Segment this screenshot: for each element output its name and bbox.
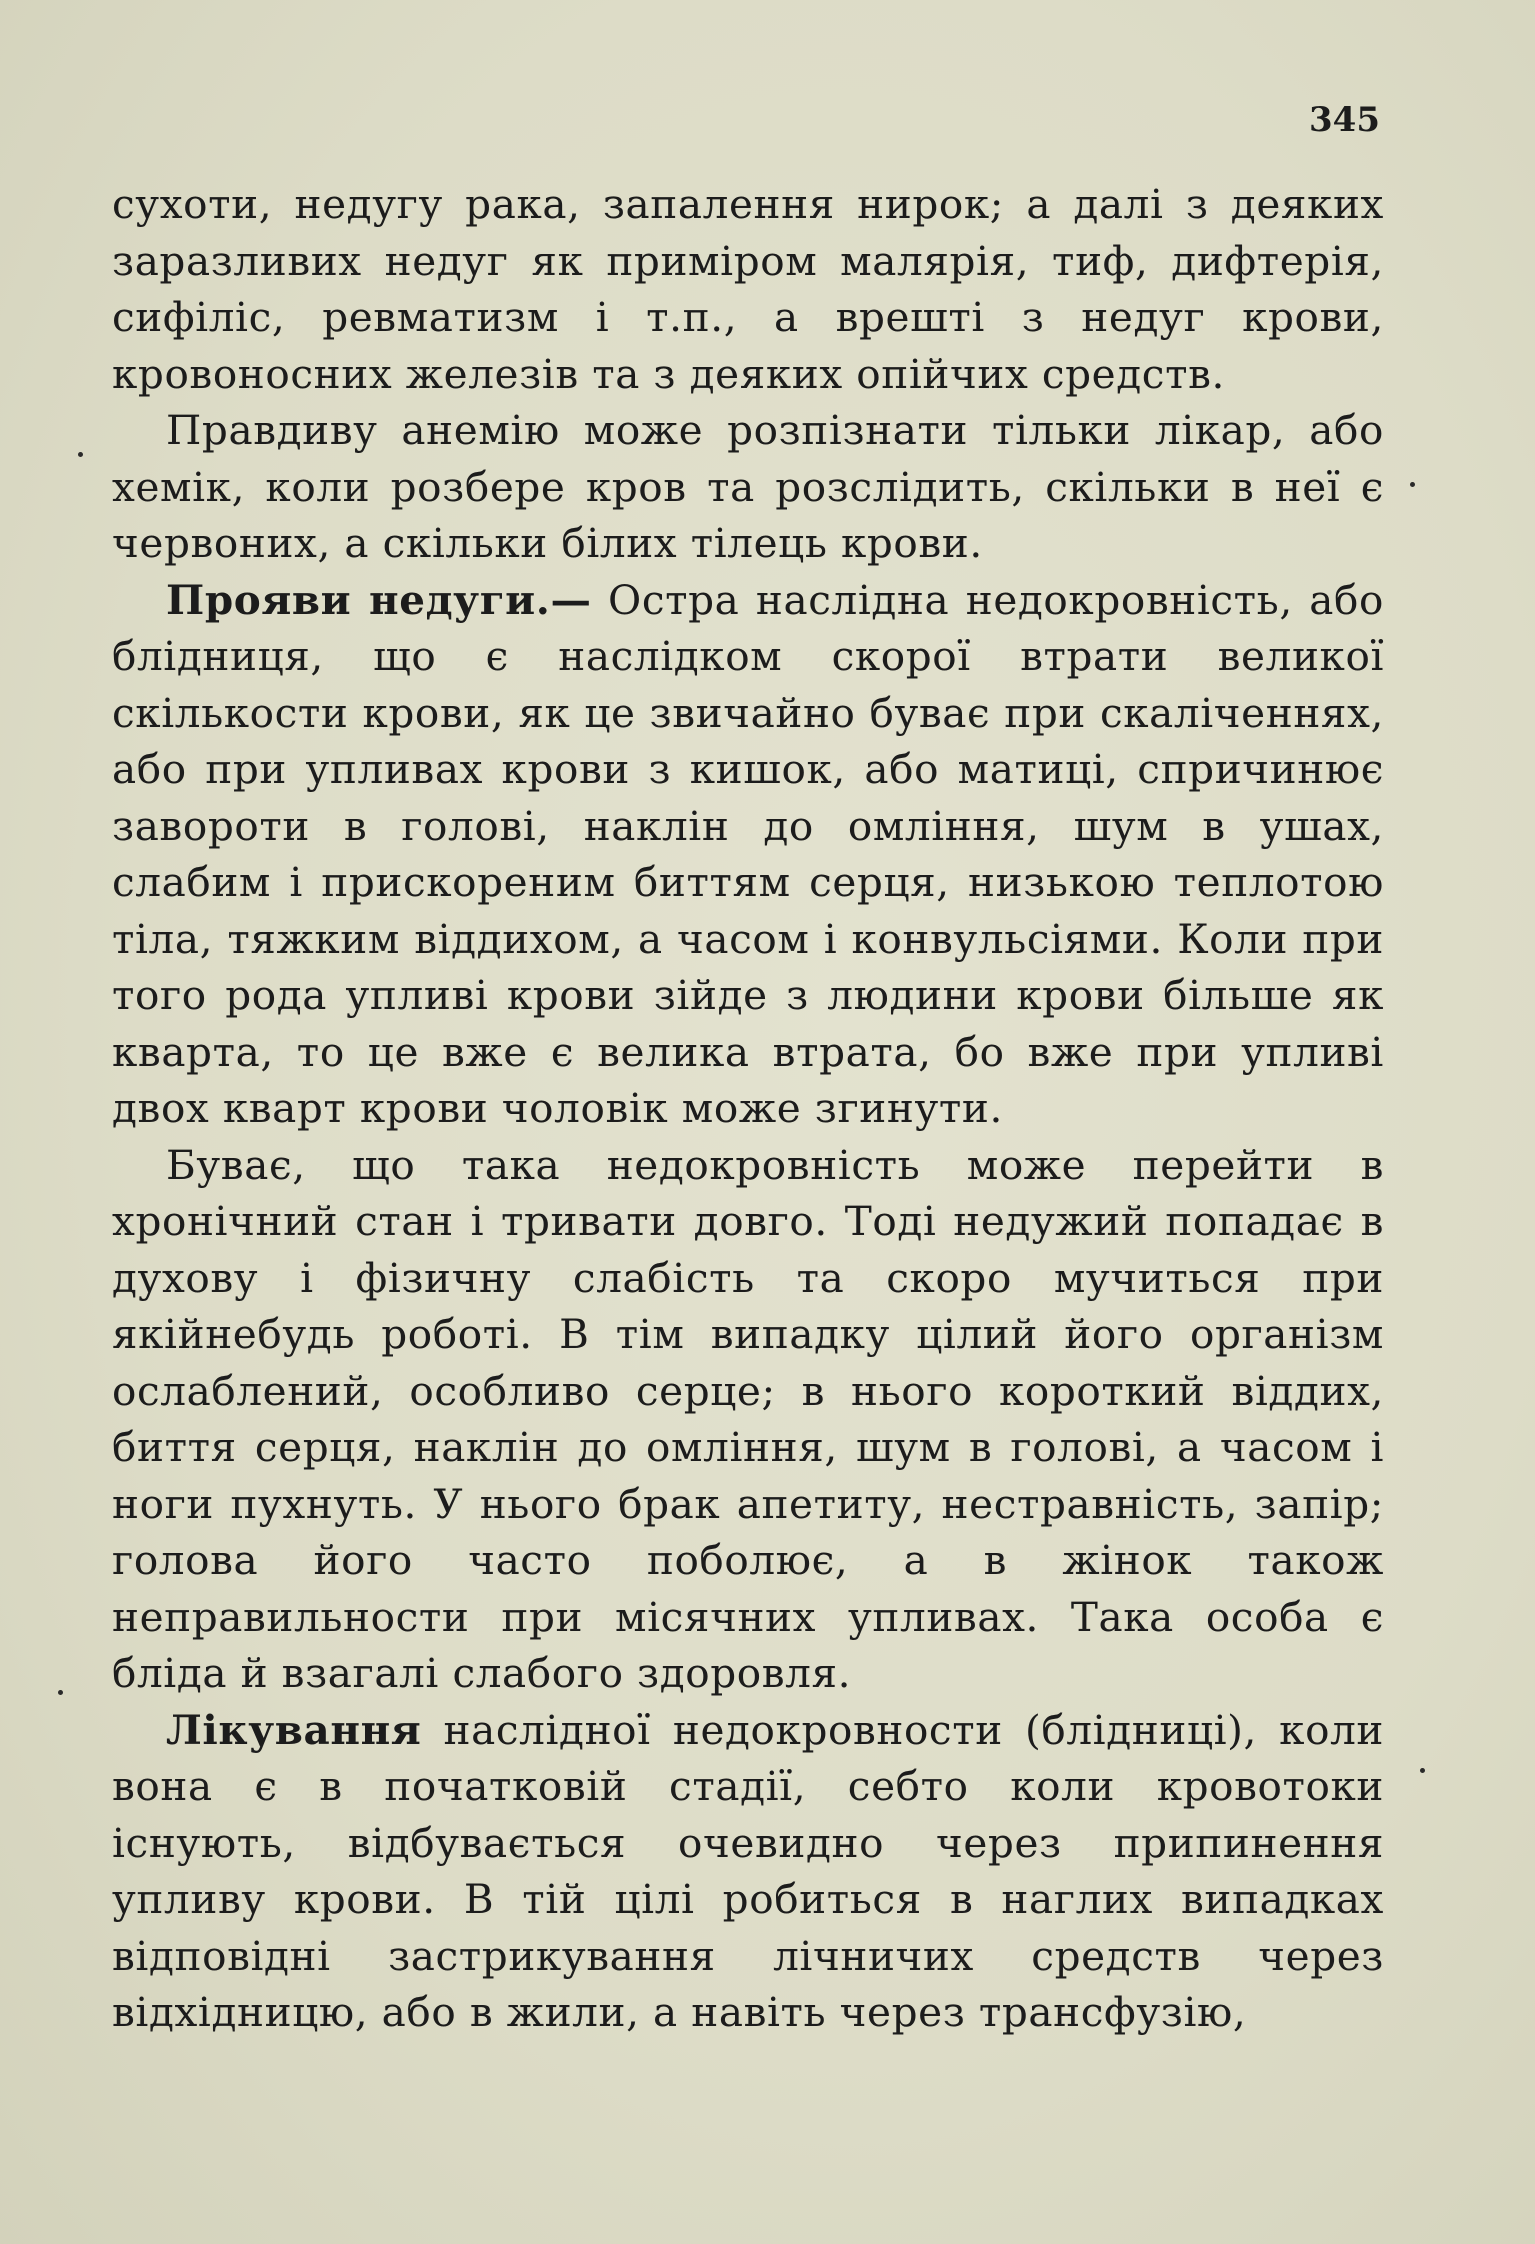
paragraph-continuation xyxy=(112,176,1384,402)
section-heading-symptoms: Прояви недуги.— xyxy=(166,575,592,624)
print-speck xyxy=(1410,482,1415,487)
paragraph-text: Остра наслідна недокровність, або блідниця, що є наслідком скорої втрати великої скількости крови, як це звичайно буває при скаліченнях, або при упливах крови з кишок, або матиці, спричинює завороти в голові, наклін до омління, шум в ушах, слабим і прискореним биттям серця, низькою теплотою тіла, тяжким віддихом, а часом і конвульсіями. Коли при того рода упливі крови зійде з людини крови більше як кварта, то це вже є велика втрата, бо вже при упливі двох кварт крови чоловік може згинути. xyxy=(112,575,1384,1132)
page-number: 345 xyxy=(1309,100,1380,140)
print-speck xyxy=(1420,1768,1425,1773)
paragraph-text: наслідної недокровности (блідниці), коли вона є в початковій стадії, себто коли кровотоки існують, відбувається очевидно через припинення упливу крови. В тій цілі робиться в наглих випадках відповідні застрикування лічничих средств через відхідницю, або в жили, а навіть через трансфузію, xyxy=(112,1705,1384,2036)
print-speck xyxy=(58,1690,63,1695)
print-speck xyxy=(78,452,83,457)
paragraph-anemia-diagnosis xyxy=(112,402,1384,572)
paragraph-text: сухоти, недугу рака, запалення нирок; а далі з деяких заразливих недуг як приміром малярія, тиф, дифтерія, сифіліс, ревматизм і т.п., а врешті з недуг крови, кровоносних железів та з деяких опійчих средств. xyxy=(112,180,1384,398)
body-text xyxy=(112,176,1384,2041)
paragraph-text: Буває, що така недокровність може перейти в хронічний стан і тривати довго. Тоді недужий попадає в духову і фізичну слабість та скоро мучиться при якійнебудь роботі. В тім випадку цілий його організм ослаблений, особливо серце; в нього короткий віддих, биття серця, наклін до омління, шум в голові, а часом і ноги пухнуть. У нього брак апетиту, нестравність, запір; голова його часто поболює, а в жінок також неправильности при місячних упливах. Така особа є бліда й взагалі слабого здоровля. xyxy=(112,1140,1384,1697)
paragraph-chronic xyxy=(112,1137,1384,1702)
paragraph-text: Правдиву анемію може розпізнати тільки лікар, або хемік, коли розбере кров та розслідить, скільки в неї є червоних, а скільки білих тілець крови. xyxy=(112,406,1384,567)
paragraph-treatment xyxy=(112,1702,1384,2041)
paragraph-symptoms xyxy=(112,572,1384,1137)
section-heading-treatment: Лікування xyxy=(166,1705,422,1754)
